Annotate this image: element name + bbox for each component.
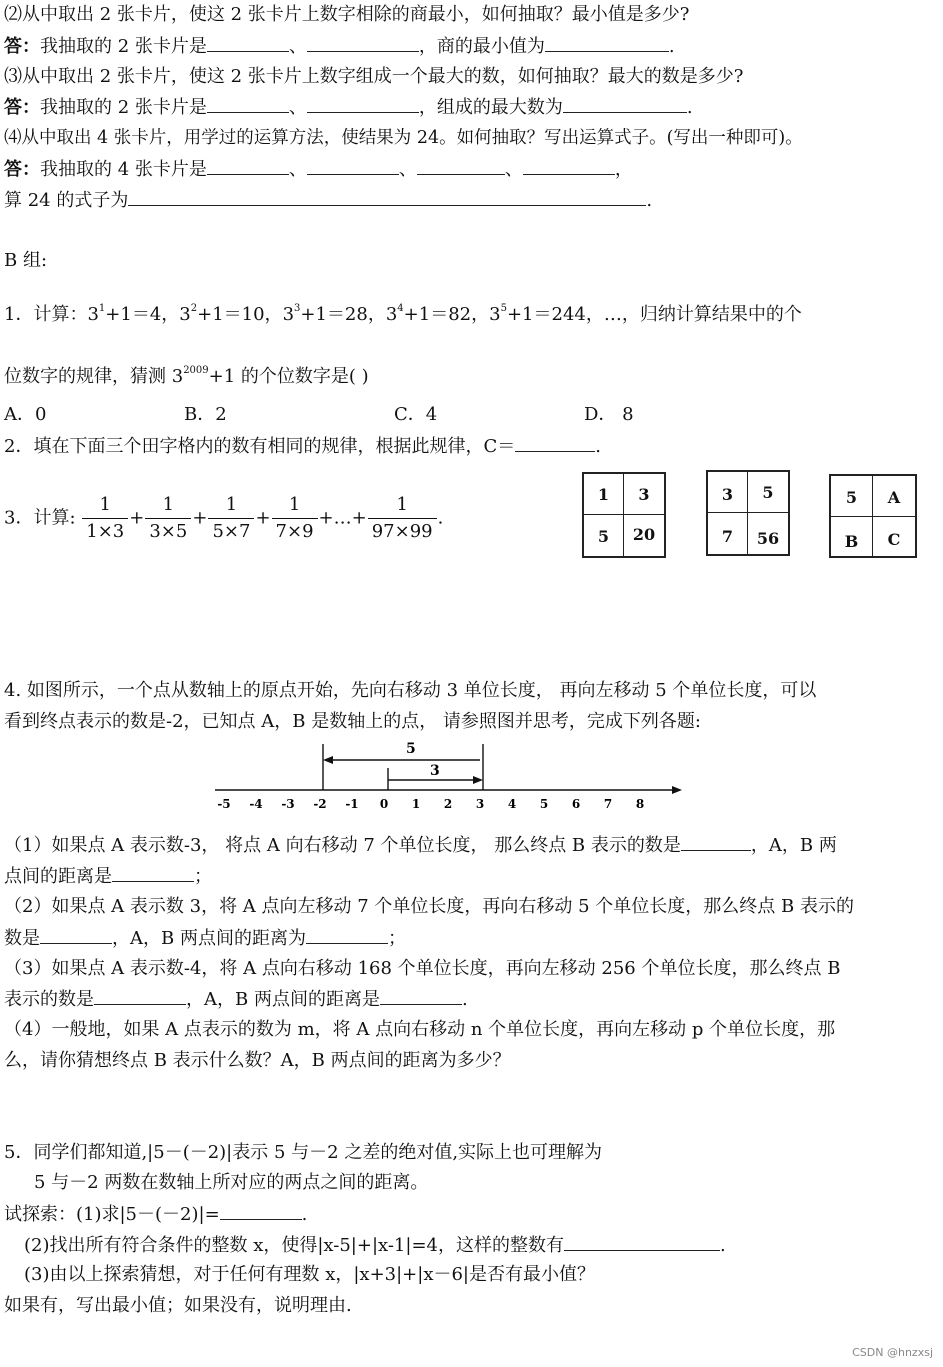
ellipsis-sign: +…+: [318, 507, 367, 529]
blank-field[interactable]: [564, 1234, 720, 1251]
exponent: 2: [190, 303, 198, 314]
plus-sign: +: [192, 507, 208, 529]
blank-field[interactable]: [220, 1203, 302, 1220]
question-b5-line1: 5．同学们都知道,|5－(－2)|表示 5 与－2 之差的绝对值,实际上也可理解为: [4, 1142, 603, 1163]
denominator: 3×5: [149, 521, 188, 542]
separator: 、: [504, 159, 523, 180]
question-b4-line2: 看到终点表示的数是-2，已知点 A，B 是数轴上的点， 请参照图并思考，完成下列各题:: [4, 711, 701, 732]
grid-3: [829, 474, 917, 558]
blank-field[interactable]: [417, 158, 505, 175]
period: .: [646, 190, 653, 211]
blank-field[interactable]: [207, 158, 289, 175]
tick-label: -4: [249, 797, 263, 811]
period: .: [668, 36, 675, 57]
grid-cell: 56: [756, 529, 780, 548]
tick-label: -5: [217, 797, 231, 811]
option-b[interactable]: B．2: [184, 404, 227, 425]
blank-field[interactable]: [515, 435, 595, 452]
base: 3: [282, 304, 295, 325]
answer-a2: [4, 35, 675, 58]
option-a[interactable]: A．0: [4, 404, 47, 425]
grid-cell: A: [887, 488, 901, 507]
period: .: [595, 436, 601, 457]
answer-a4-expr: [4, 189, 652, 212]
question-b4-4: （4）一般地，如果 A 点表示的数为 m，将 A 点向右移动 n 个单位长度，再向左移动 p 个单位长度，那: [4, 1019, 836, 1040]
fraction: [82, 494, 128, 543]
period: .: [437, 507, 444, 529]
question-text: ，A，B 两点间的距离是: [186, 989, 380, 1010]
base: 3: [489, 304, 501, 325]
question-b5-2: [24, 1234, 726, 1257]
answer-label: 答：: [4, 159, 40, 180]
tick-label: 6: [571, 797, 581, 811]
separator: 、: [398, 159, 417, 180]
question-text: ，A，B 两: [750, 835, 837, 856]
question-b5-3-cont: 如果有，写出最小值；如果没有，说明理由.: [4, 1295, 352, 1316]
tick-label: 0: [379, 797, 389, 811]
blank-field[interactable]: [681, 834, 751, 851]
numerator: 1: [368, 494, 437, 519]
answer-label: 答：: [4, 36, 40, 57]
question-text: +1＝82，: [403, 304, 490, 325]
question-text: .: [461, 989, 468, 1010]
tick-label: 8: [635, 797, 645, 811]
plus-sign: +: [255, 507, 271, 529]
fraction: [145, 494, 191, 543]
question-b4-3: （3）如果点 A 表示数-4，将 A 点向右移动 168 个单位长度，再向左移动 256 个单位长度，那么终点 B: [4, 958, 841, 979]
question-text: +1＝10，: [197, 304, 283, 325]
tick-label: -1: [345, 797, 359, 811]
question-b5-3: (3)由以上探索猜想，对于任何有理数 x，|x+3|+|x－6|是否有最小值？: [24, 1264, 595, 1285]
numerator: 1: [272, 494, 318, 519]
option-c[interactable]: C．4: [394, 404, 438, 425]
comma: ，: [614, 159, 633, 180]
question-text: 数是: [4, 928, 40, 949]
blank-field[interactable]: [112, 865, 194, 882]
answer-text: 我抽取的 4 张卡片是: [40, 159, 207, 180]
separator: 、: [288, 97, 307, 118]
denominator: 1×3: [86, 521, 125, 542]
grid-cell: 3: [638, 485, 650, 504]
option-d[interactable]: D． 8: [584, 404, 634, 425]
answer-text: 我抽取的 2 张卡片是: [40, 36, 207, 57]
exponent: 3: [294, 303, 301, 314]
period: .: [301, 1204, 308, 1225]
watermark: CSDN @hnzxsj: [852, 1346, 933, 1359]
question-b1-line2: [4, 360, 369, 388]
question-a3: ⑶从中取出 2 张卡片，使这 2 张卡片上数字组成一个最大的数，如何抽取？最大的数是多少?: [4, 66, 744, 87]
blank-field[interactable]: [307, 158, 399, 175]
answer-a3: [4, 96, 693, 119]
tick-labels: [217, 797, 644, 811]
question-text: +1＝28，: [300, 304, 386, 325]
numerator: 1: [208, 494, 254, 519]
plus-sign: +: [129, 507, 145, 529]
grid-divider: [584, 514, 664, 515]
period: .: [719, 1235, 726, 1256]
denominator: 7×9: [275, 521, 314, 542]
grid-cell: 7: [721, 527, 734, 546]
exponent: 5: [500, 303, 507, 314]
question-text: 表示的数是: [4, 989, 94, 1010]
answer-text: ，组成的最大数为: [418, 97, 563, 118]
blank-field[interactable]: [523, 158, 615, 175]
number-line: [210, 738, 690, 818]
grid-cell: 1: [597, 485, 610, 504]
question-b4-2: （2）如果点 A 表示数 3，将 A 点向左移动 7 个单位长度，再向右移动 5 个单位长度，那么终点 B 表示的: [4, 896, 854, 917]
blank-field[interactable]: [380, 988, 462, 1005]
exponent: 4: [397, 303, 404, 314]
answer-text: 算 24 的式子为: [4, 190, 129, 211]
tick-label: -3: [281, 797, 295, 811]
grid-1: [582, 472, 666, 558]
question-b3: [4, 494, 443, 543]
question-b2: [4, 435, 601, 458]
tick-label: 7: [603, 797, 613, 811]
grid-cell: 5: [597, 527, 610, 546]
question-text: 点间的距离是: [4, 866, 112, 887]
question-b4-line1: 4. 如图所示，一个点从数轴上的原点开始，先向右移动 3 单位长度， 再向左移动 5 个单位长度，可以: [4, 680, 817, 701]
grid-divider: [708, 512, 788, 513]
grid-cell: 5: [845, 488, 858, 507]
base: 3: [179, 304, 191, 325]
question-text: 试探索：(1)求|5－(－2)|=: [4, 1204, 220, 1225]
denominator: 97×99: [371, 521, 433, 542]
answer-text: 我抽取的 2 张卡片是: [40, 97, 207, 118]
numerator: 1: [145, 494, 191, 519]
blank-field[interactable]: [40, 927, 112, 944]
fraction: [368, 494, 437, 543]
question-b4-3-cont: [4, 988, 468, 1011]
grid-cell: C: [887, 530, 901, 549]
question-text: +1＝244，…，归纳计算结果中的个: [506, 304, 802, 325]
blank-field[interactable]: [207, 35, 289, 52]
blank-field[interactable]: [307, 35, 419, 52]
blank-field[interactable]: [128, 189, 646, 206]
grid-divider: [831, 516, 915, 517]
answer-label: 答：: [4, 97, 40, 118]
tick-label: 5: [539, 797, 549, 811]
separator: 、: [288, 159, 307, 180]
question-b5-line2: 5 与－2 两数在数轴上所对应的两点之间的距离。: [34, 1172, 429, 1193]
question-b1: [4, 298, 802, 326]
tick-label: 2: [443, 797, 453, 811]
base: 3: [385, 304, 398, 325]
arrow-head-icon: [473, 776, 483, 784]
tick-label: 1: [411, 797, 421, 811]
base: 3: [87, 304, 99, 325]
blank-field[interactable]: [207, 96, 289, 113]
grid-cell: 5: [762, 483, 774, 502]
exponent: 2009: [183, 365, 209, 376]
tick-label: 4: [507, 797, 517, 811]
blank-field[interactable]: [545, 35, 669, 52]
question-b5-1: [4, 1203, 307, 1226]
grid-cell: B: [844, 532, 859, 551]
question-text: ；: [387, 928, 406, 949]
blank-field[interactable]: [306, 927, 388, 944]
question-b4-1: [4, 834, 837, 857]
arrow-label-5: 5: [406, 741, 416, 757]
question-text: (2)找出所有符合条件的整数 x，使得|x-5|+|x-1|=4，这样的整数有: [24, 1235, 564, 1256]
grid-2: [706, 470, 790, 556]
tick-label: 3: [475, 797, 485, 811]
question-text: +1 的个位数字是( ): [208, 366, 369, 387]
arrow-label-3: 3: [430, 763, 440, 779]
tick-label: -2: [313, 797, 327, 811]
question-text: ；: [194, 866, 212, 887]
grid-cell: 3: [721, 485, 734, 504]
fraction: [208, 494, 254, 543]
blank-field[interactable]: [94, 988, 186, 1005]
question-text: 2．填在下面三个田字格内的数有相同的规律，根据此规律，C＝: [4, 436, 516, 457]
answer-text: ，商的最小值为: [418, 36, 545, 57]
question-b4-1-cont: [4, 865, 212, 888]
denominator: 5×7: [212, 521, 251, 542]
question-text: +1＝4，: [105, 304, 180, 325]
blank-field[interactable]: [563, 96, 687, 113]
question-b4-2-cont: [4, 927, 406, 950]
question-a4: ⑷从中取出 4 张卡片，用学过的运算方法，使结果为 24。如何抽取？写出运算式子。(写出一种即可)。: [4, 128, 803, 148]
question-text: 1．计算：: [4, 304, 88, 325]
question-text: 3．计算:: [4, 507, 76, 529]
question-text: 位数字的规律，猜测 3: [4, 366, 184, 387]
period: .: [686, 97, 693, 118]
numerator: 1: [82, 494, 128, 519]
question-a2: ⑵从中取出 2 张卡片，使这 2 张卡片上数字相除的商最小，如何抽取？最小值是多少?: [4, 4, 690, 25]
blank-field[interactable]: [307, 96, 419, 113]
answer-a4: [4, 158, 633, 181]
fraction: [272, 494, 318, 543]
separator: 、: [288, 36, 307, 57]
question-b4-4-cont: 么，请你猜想终点 B 表示什么数？A，B 两点间的距离为多少？: [4, 1050, 511, 1071]
exponent: 1: [98, 303, 106, 314]
axis-arrow-icon: [672, 786, 682, 794]
question-text: ，A，B 两点间的距离为: [112, 928, 306, 949]
question-text: （1）如果点 A 表示数-3， 将点 A 向右移动 7 个单位长度， 那么终点 B 表示的数是: [4, 835, 681, 856]
group-b-title: B 组:: [4, 250, 48, 271]
arrow-head-icon: [323, 756, 333, 764]
grid-cell: 20: [632, 525, 656, 544]
